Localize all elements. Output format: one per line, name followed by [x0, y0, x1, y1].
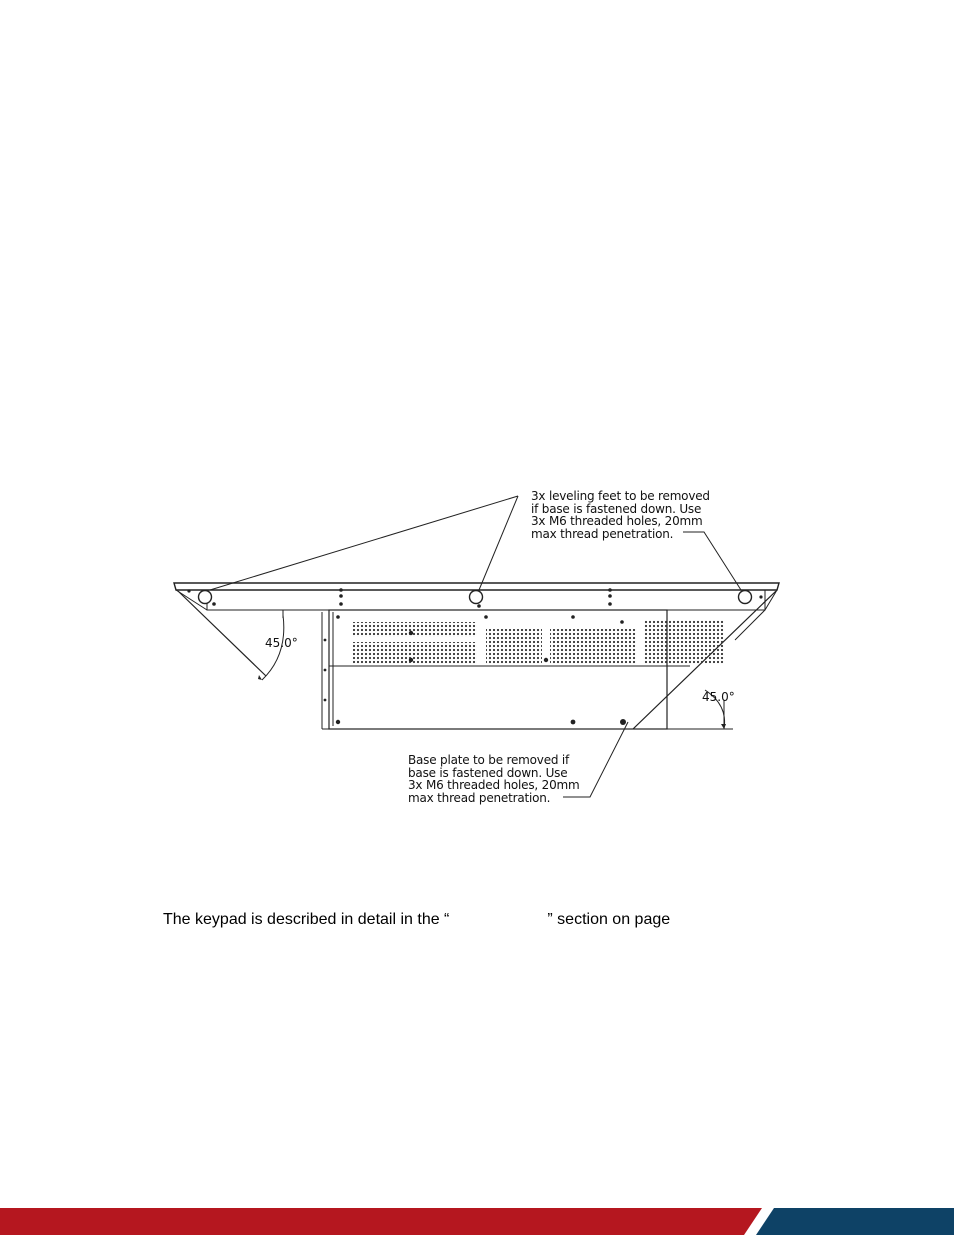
vent-2 [353, 642, 477, 664]
footer-navy-band [756, 1208, 954, 1235]
leader-feet-right [683, 532, 741, 590]
vent-1 [353, 622, 477, 637]
annotation-line: base is fastened down. Use [408, 765, 568, 780]
angle-label-left: 45.0° [265, 636, 298, 650]
body-paragraph [163, 911, 670, 929]
base-rail-top [174, 583, 779, 590]
vent-5 [644, 620, 724, 664]
leveling-foot-center [470, 591, 483, 604]
annotation-line: Base plate to be removed if [408, 753, 570, 767]
angle-label-right: 45.0° [702, 690, 735, 704]
annotation-line: 3x M6 threaded holes, 20mm [531, 514, 703, 528]
vent-4 [550, 629, 636, 664]
paragraph-text-after: ” section on page [547, 911, 671, 928]
left-diagonal [178, 591, 266, 676]
base-rail-front [207, 590, 765, 610]
leader-feet-left [210, 496, 518, 590]
leveling-feet-annotation [531, 490, 710, 540]
annotation-line: 3x leveling feet to be removed [531, 489, 710, 503]
base-plate-annotation [408, 754, 580, 804]
footer-red-band [0, 1208, 762, 1235]
vent-3 [486, 629, 542, 664]
leader-feet-center [479, 496, 518, 590]
leveling-foot-left [199, 591, 212, 604]
paragraph-text-before: The keypad is described in detail in the “ [163, 911, 450, 928]
leveling-foot-right [739, 591, 752, 604]
annotation-line: max thread penetration. [408, 790, 551, 805]
annotation-line: if base is fastened down. Use [531, 501, 702, 516]
annotation-line: max thread penetration. [531, 526, 674, 541]
annotation-line: 3x M6 threaded holes, 20mm [408, 778, 580, 792]
